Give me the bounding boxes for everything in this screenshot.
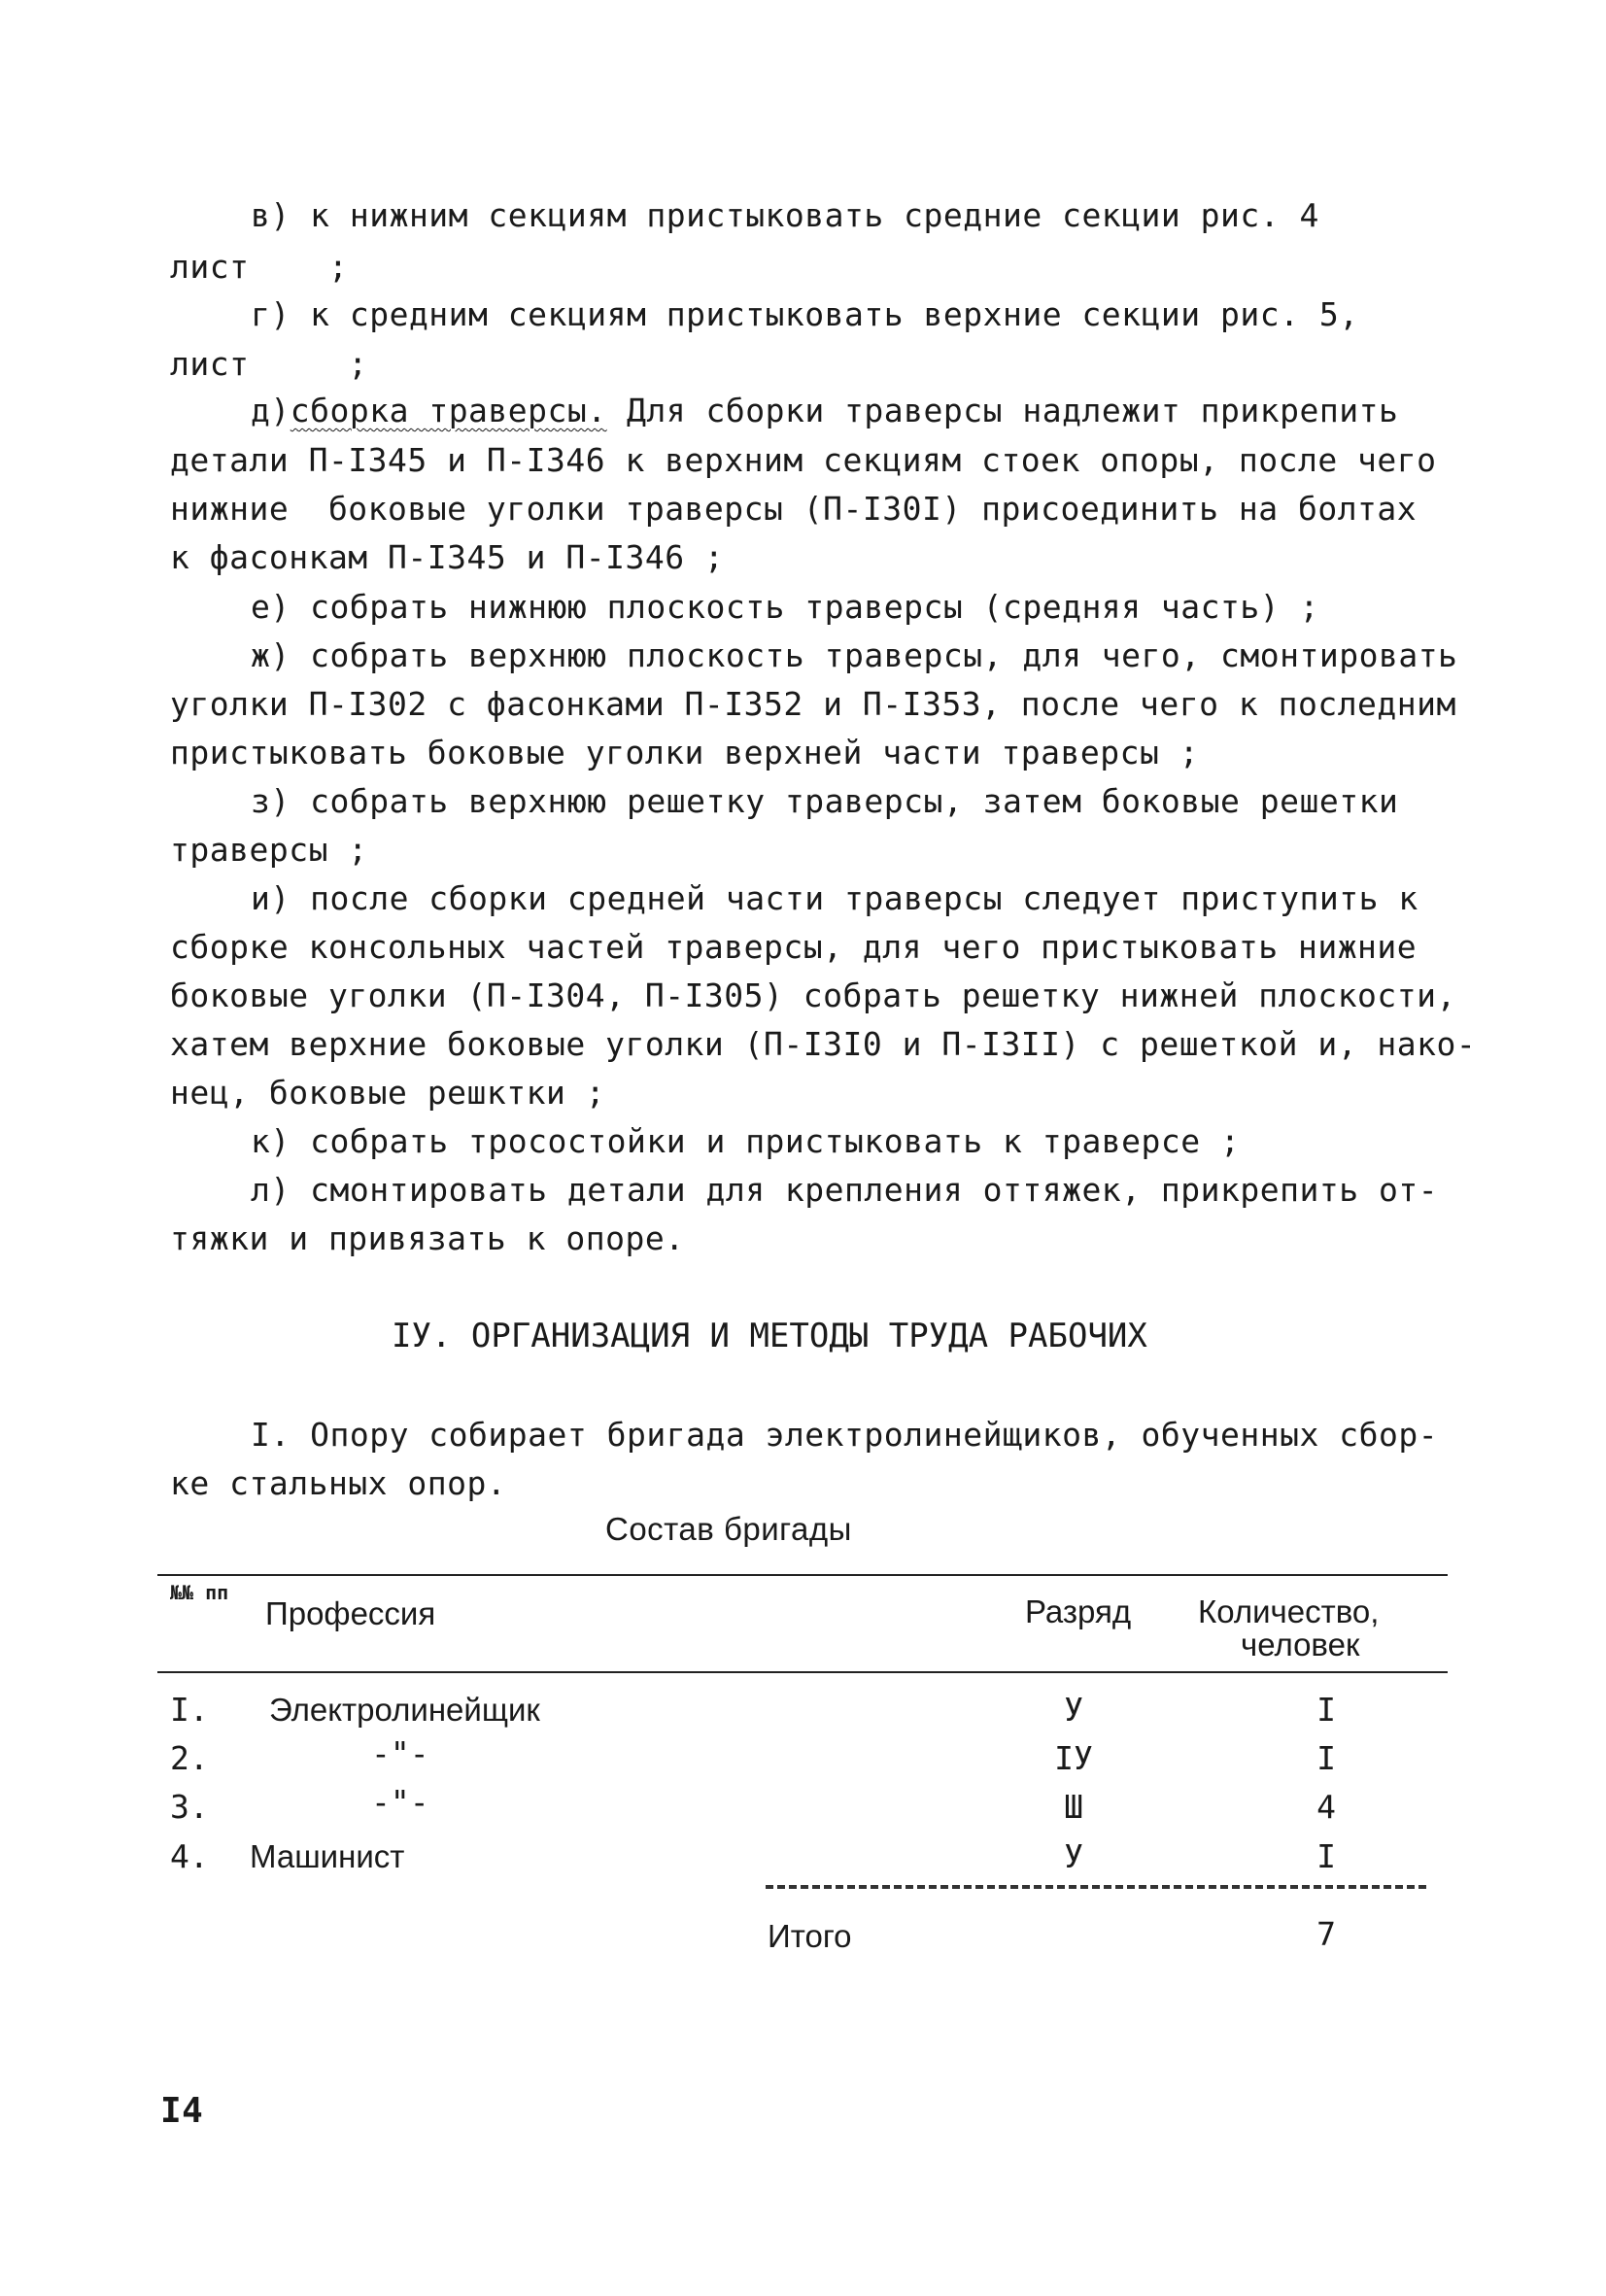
- text-line-e: е) собрать нижнюю плоскость траверсы (средняя часть) ;: [251, 588, 1319, 626]
- text-line-i: и) после сборки средней части траверсы следует приступить к: [251, 879, 1418, 917]
- page-number: I4: [160, 2091, 204, 2131]
- table-header-profession: Профессия: [265, 1595, 436, 1631]
- table-row-num: 4.: [170, 1837, 209, 1875]
- section-heading: IУ. ОРГАНИЗАЦИЯ И МЕТОДЫ ТРУДА РАБОЧИХ: [392, 1317, 1147, 1355]
- text-line-k: к) собрать тросостойки и пристыковать к траверсе ;: [251, 1122, 1241, 1160]
- text-line: к фасонкам П-I345 и П-I346 ;: [170, 538, 725, 576]
- table-header-num: №№ пп: [170, 1581, 229, 1604]
- text-line: нижние боковые уголки траверсы (П-I30I) присоединить на болтах: [170, 490, 1418, 528]
- table-caption: Состав бригады: [605, 1511, 852, 1547]
- table-row-profession: Машинист: [250, 1838, 405, 1874]
- text-line-list-2: лист ;: [170, 345, 368, 383]
- text-line: детали П-I345 и П-I346 к верхним секциям стоек опоры, после чего: [170, 441, 1437, 479]
- table-total-label: Итого: [768, 1918, 852, 1954]
- table-row-count: I: [1316, 1691, 1336, 1729]
- table-total-value: 7: [1316, 1915, 1336, 1953]
- item-d-continuation: Для сборки траверсы надлежит прикрепить: [606, 392, 1399, 429]
- total-dashed-rule: [766, 1885, 1426, 1889]
- text-line: сборке консольных частей траверсы, для чего пристыковать нижние: [170, 928, 1418, 966]
- table-top-rule: [157, 1574, 1448, 1576]
- table-row-count: I: [1316, 1837, 1336, 1875]
- paragraph-line-2: ке стальных опор.: [170, 1464, 507, 1502]
- table-header-rule: [157, 1671, 1448, 1673]
- table-row-grade: У: [1064, 1691, 1083, 1729]
- table-row-num: 3.: [170, 1788, 209, 1826]
- text-line-zh: ж) собрать верхнюю плоскость траверсы, для чего, смонтировать: [251, 636, 1458, 674]
- table-header-grade: Разряд: [1025, 1593, 1132, 1629]
- text-line-list-1: лист ;: [170, 248, 349, 286]
- table-row-grade: У: [1064, 1837, 1083, 1875]
- text-line: траверсы ;: [170, 831, 368, 869]
- text-line: пристыковать боковые уголки верхней части траверсы ;: [170, 734, 1200, 771]
- table-row-profession: Электролинейщик: [269, 1692, 540, 1728]
- table-row-grade: IУ: [1054, 1739, 1093, 1777]
- table-row-num: 2.: [170, 1739, 209, 1777]
- text-line-v: в) к нижним секциям пристыковать средние секции рис. 4: [251, 196, 1319, 234]
- text-line: хатем верхние боковые уголки (П-I3I0 и П-I3II) с решеткой и, нако-: [170, 1025, 1477, 1063]
- table-row-grade: Ш: [1064, 1788, 1083, 1826]
- table-header-count-line1: Количество,: [1198, 1593, 1380, 1629]
- text-line: тяжки и привязать к опоре.: [170, 1219, 685, 1257]
- table-header-count-line2: человек: [1241, 1627, 1360, 1662]
- underlined-subheading: сборка траверсы.: [290, 392, 607, 429]
- table-row-count: I: [1316, 1739, 1336, 1777]
- item-marker-d: д): [251, 392, 290, 429]
- text-line-l: л) смонтировать детали для крепления оттяжек, прикрепить от-: [251, 1171, 1439, 1209]
- text-line: уголки П-I302 с фасонками П-I352 и П-I353, после чего к последним: [170, 685, 1456, 723]
- table-row-count: 4: [1316, 1788, 1336, 1826]
- text-line: нец, боковые решктки ;: [170, 1074, 606, 1112]
- table-row-profession: -"-: [371, 1734, 429, 1772]
- table-row-num: I.: [170, 1691, 209, 1729]
- text-line-z: з) собрать верхнюю решетку траверсы, затем боковые решетки: [251, 782, 1399, 820]
- paragraph-line-1: I. Опору собирает бригада электролинейщиков, обученных сбор-: [251, 1416, 1439, 1454]
- text-line-d: [251, 394, 1398, 427]
- text-line: боковые уголки (П-I304, П-I305) собрать решетку нижней плоскости,: [170, 977, 1456, 1014]
- text-line-g: г) к средним секциям пристыковать верхние секции рис. 5,: [251, 295, 1359, 333]
- table-row-profession: -"-: [371, 1783, 429, 1821]
